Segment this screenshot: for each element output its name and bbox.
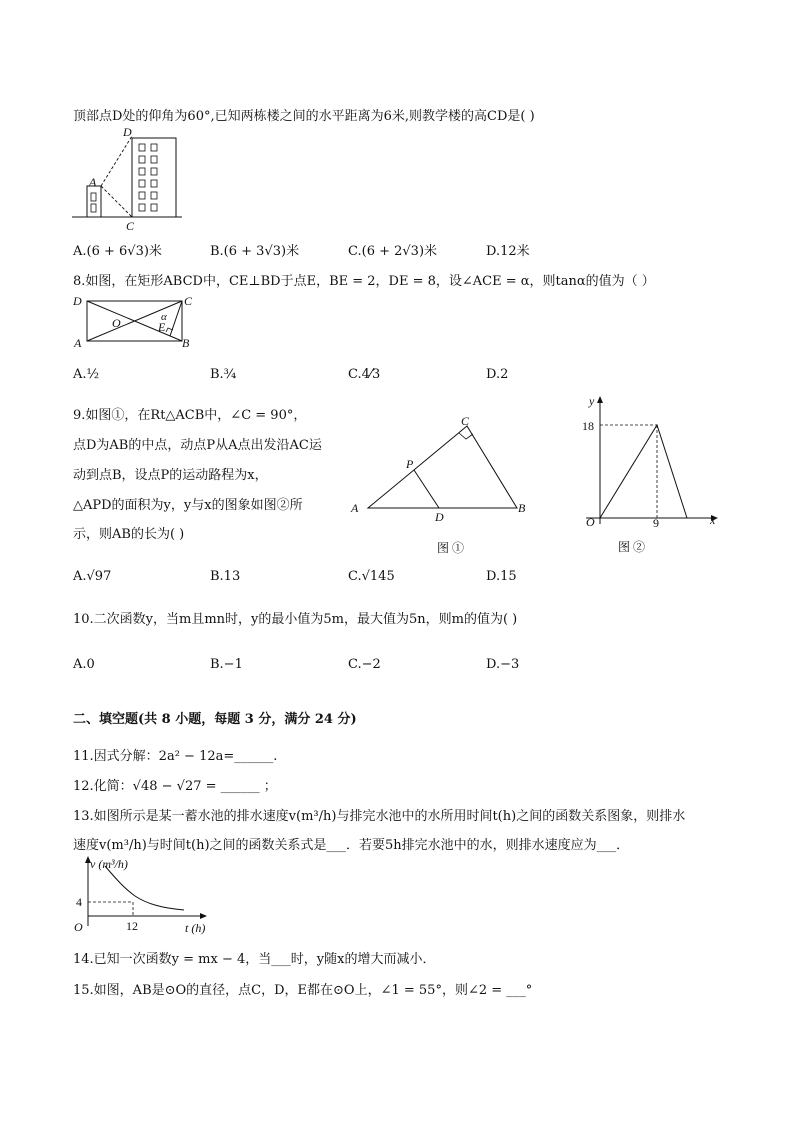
q10-option-c: C.−2	[348, 657, 381, 672]
q9-option-b: B.13	[210, 569, 241, 584]
label-alpha: α	[161, 311, 167, 323]
q12-stem: 12.化简：√48 − √27 = ______ ；	[73, 779, 277, 794]
section-title: 二、填空题(共 8 小题，每题 3 分，满分 24 分)	[73, 712, 357, 727]
q14-stem: 14.已知一次函数y = mx − 4，当___时，y随x的增大而减小．	[73, 952, 436, 967]
graph-line	[600, 425, 687, 518]
q9-line4: △APD的面积为y，y与x的图象如图②所	[73, 498, 303, 513]
q10-option-a: A.0	[73, 657, 95, 672]
sight-line-AD	[101, 136, 132, 186]
segment-PD	[414, 470, 439, 508]
q13-line1: 13.如图所示是某一蓄水池的排水速度v(m³/h)与排完水池中的水所用时间t(h)之间的函数关系图象，则排水	[73, 809, 686, 824]
label-v: v (m³/h)	[90, 857, 128, 871]
tick-18: 18	[582, 419, 594, 433]
label-B: B	[182, 336, 190, 350]
q7-option-c: C.(6 + 2√3)米	[348, 244, 438, 259]
q8-option-d: D.2	[486, 367, 509, 382]
q11-stem: 11.因式分解：2a² − 12a=______.	[73, 749, 278, 764]
label-B: B	[518, 501, 526, 515]
q9-option-c: C.√145	[348, 569, 395, 584]
tick-4: 4	[76, 895, 82, 909]
q9-option-d: D.15	[486, 569, 517, 584]
fig1-caption: 图 ①	[437, 541, 465, 555]
fig2-caption: 图 ②	[618, 540, 646, 554]
q7-option-d: D.12米	[486, 244, 530, 259]
q10-stem: 10.二次函数y，当m且mn时，y的最小值为5m，最大值为5n，则m的值为( )	[73, 612, 518, 627]
label-A: A	[74, 336, 82, 350]
sight-line-AC	[101, 186, 132, 217]
tick-9: 9	[653, 516, 659, 530]
q13-line2: 速度v(m³/h)与时间t(h)之间的函数关系式是___．若要5h排完水池中的水，则排水速度应为___．	[73, 838, 630, 853]
q7-option-b: B.(6 + 3√3)米	[210, 244, 300, 259]
label-x: x	[710, 513, 716, 527]
label-O: O	[586, 515, 595, 529]
label-P: P	[406, 457, 414, 471]
q13-graph-figure	[72, 854, 217, 936]
q9-line1: 9.如图①，在Rt△ACB中，∠C = 90°，	[73, 408, 307, 423]
q7-option-a: A.(6 + 6√3)米	[73, 244, 162, 259]
q7-building-figure	[70, 124, 185, 232]
q10-option-d: D.−3	[486, 657, 520, 672]
q9-line2: 点D为AB的中点，动点P从A点出发沿AC运	[73, 438, 322, 453]
label-D: D	[123, 125, 132, 139]
q8-option-c: C.4⁄3	[348, 367, 381, 382]
q8-stem: 8.如图，在矩形ABCD中，CE⊥BD于点E，BE = 2，DE = 8，设∠ACE = α，则tanα的值为（ ）	[73, 274, 655, 289]
q9-graph-figure	[578, 393, 723, 558]
q10-option-b: B.−1	[210, 657, 243, 672]
q15-stem: 15.如图，AB是⊙O的直径，点C，D，E都在⊙O上，∠1 = 55°，则∠2 = ___°	[73, 983, 533, 998]
label-C: C	[461, 414, 470, 428]
segment-CE	[170, 301, 182, 336]
label-C: C	[184, 294, 193, 308]
label-y: y	[589, 394, 595, 408]
q7-stem: 顶部点D处的仰角为60°,已知两栋楼之间的水平距离为6米,则教学楼的高CD是( )	[73, 109, 535, 124]
q9-line5: 示，则AB的长为( )	[73, 527, 185, 542]
label-E: E	[158, 320, 166, 334]
label-O: O	[112, 316, 121, 330]
label-C: C	[126, 219, 135, 232]
label-O: O	[74, 920, 83, 934]
q8-option-a: A.½	[73, 367, 100, 382]
label-A: A	[89, 175, 97, 189]
q9-line3: 动到点B，设点P的运动路程为x，	[73, 468, 268, 483]
q9-triangle-figure	[345, 414, 535, 559]
label-t: t (h)	[185, 921, 206, 935]
triangle-ACB	[368, 426, 517, 508]
q9-option-a: A.√97	[73, 569, 112, 584]
label-D: D	[435, 510, 444, 524]
q8-option-b: B.¾	[210, 367, 237, 382]
label-D: D	[73, 294, 82, 308]
label-A: A	[351, 501, 359, 515]
q8-rectangle-figure	[70, 292, 200, 352]
hyperbola-curve	[105, 866, 184, 910]
tick-12: 12	[126, 919, 138, 933]
